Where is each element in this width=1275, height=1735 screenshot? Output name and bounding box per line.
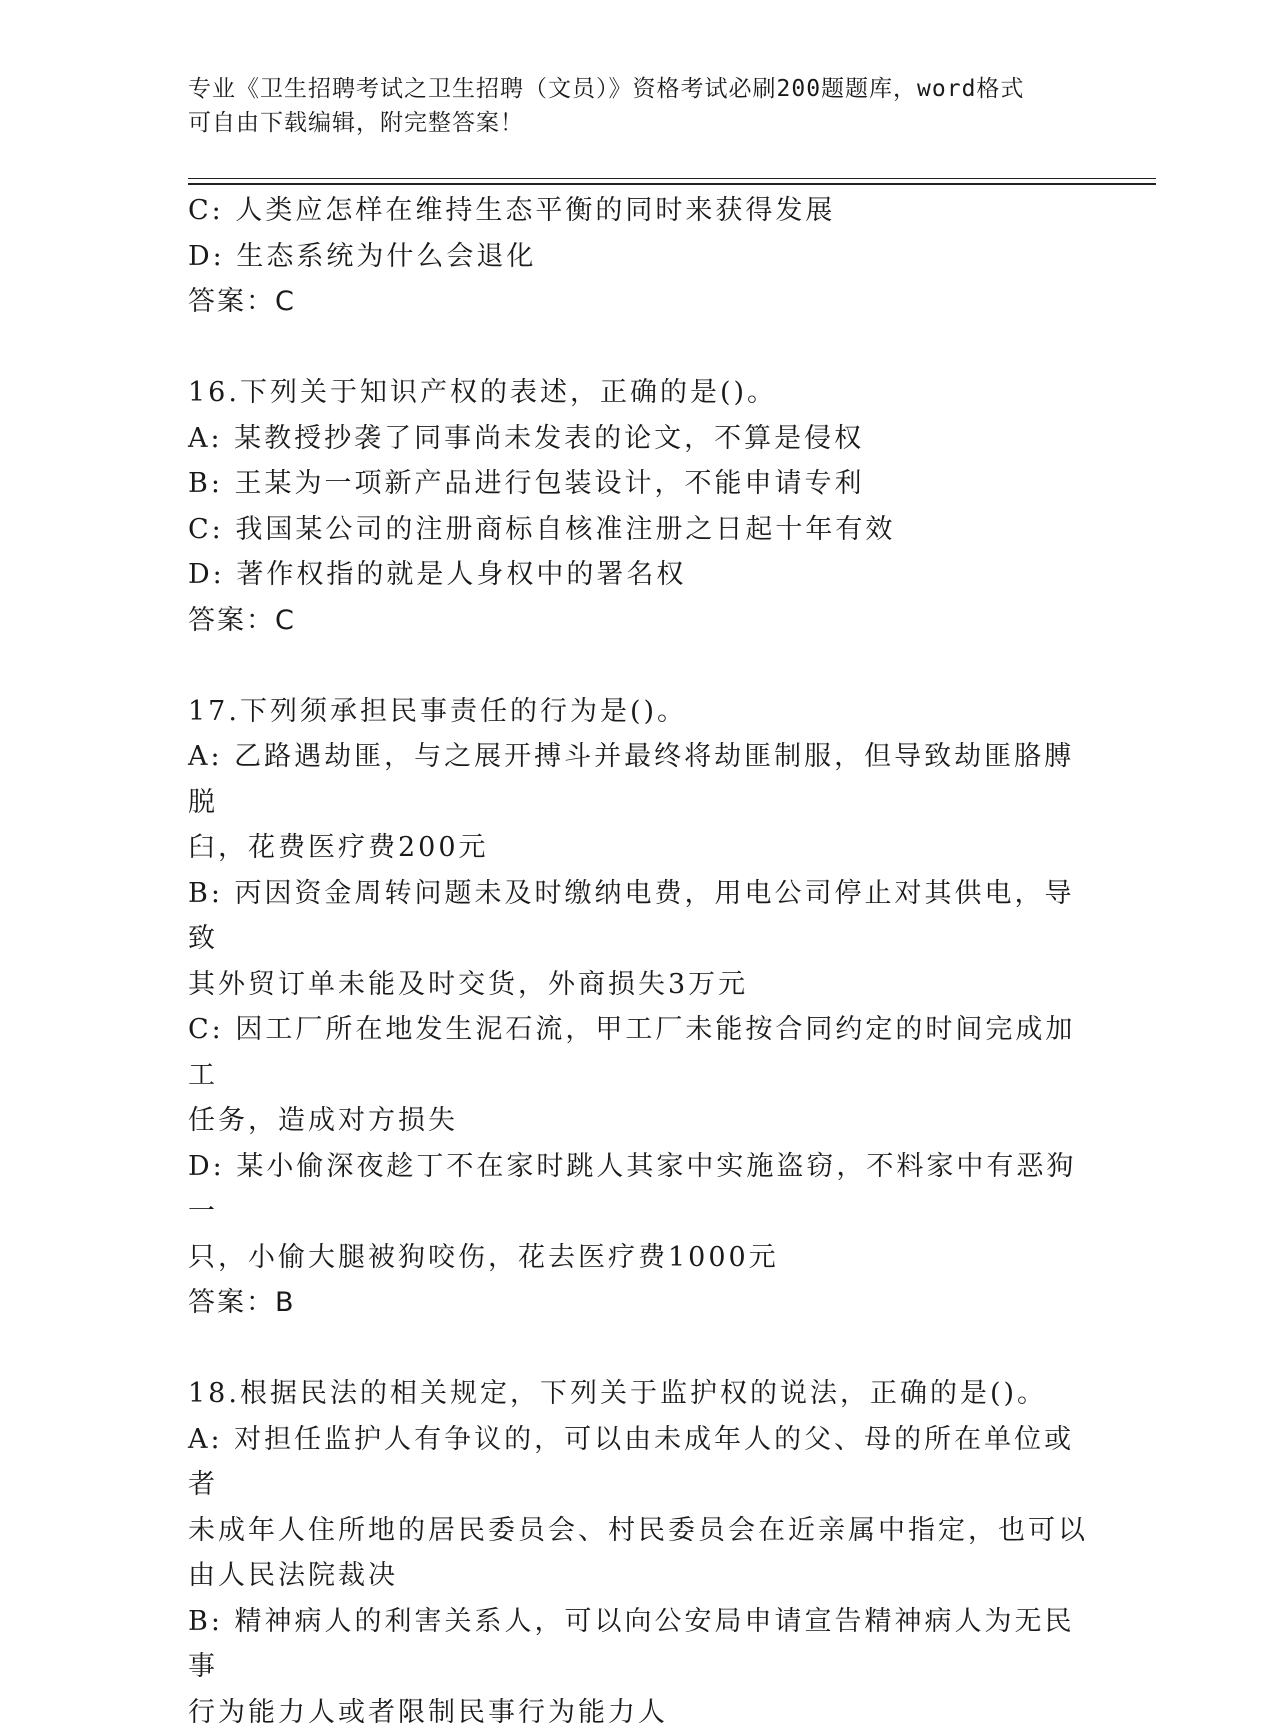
header-title-line-2: 可自由下载编辑，附完整答案！ (188, 106, 1088, 140)
option-c: C: 我国某公司的注册商标自核准注册之日起十年有效 (188, 507, 1088, 553)
option-a: A: 某教授抄袭了同事尚未发表的论文，不算是侵权 (188, 416, 1088, 462)
option-a-line-3: 由人民法院裁决 (188, 1553, 1088, 1599)
question-list (188, 188, 1088, 1735)
option-a-line-1: A: 乙路遇劫匪，与之展开搏斗并最终将劫匪制服，但导致劫匪胳膊脱 (188, 734, 1088, 825)
spacer (188, 325, 1088, 371)
question-18 (188, 1371, 1088, 1735)
option-d: D: 生态系统为什么会退化 (188, 234, 1088, 280)
option-b-line-2: 行为能力人或者限制民事行为能力人 (188, 1690, 1088, 1735)
question-16 (188, 370, 1088, 643)
spacer (188, 1326, 1088, 1372)
option-b-line-1: B: 丙因资金周转问题未及时缴纳电费，用电公司停止对其供电，导致 (188, 871, 1088, 962)
header-divider-thin (188, 178, 1156, 179)
question-text: 18.根据民法的相关规定，下列关于监护权的说法，正确的是()。 (188, 1371, 1088, 1417)
option-b: B: 王某为一项新产品进行包装设计，不能申请专利 (188, 461, 1088, 507)
question-15-continued (188, 188, 1088, 325)
spacer (188, 643, 1088, 689)
question-text: 17.下列须承担民事责任的行为是()。 (188, 689, 1088, 735)
answer-line: 答案：C (188, 279, 1088, 325)
header-divider-thick (188, 183, 1156, 185)
option-b-line-1: B: 精神病人的利害关系人，可以向公安局申请宣告精神病人为无民事 (188, 1599, 1088, 1690)
question-17 (188, 689, 1088, 1326)
document-header (188, 72, 1088, 140)
option-d: D: 著作权指的就是人身权中的署名权 (188, 552, 1088, 598)
option-c-line-1: C: 因工厂所在地发生泥石流，甲工厂未能按合同约定的时间完成加工 (188, 1007, 1088, 1098)
option-a-line-2: 臼，花费医疗费200元 (188, 825, 1088, 871)
answer-line: 答案：C (188, 598, 1088, 644)
option-a-line-2: 未成年人住所地的居民委员会、村民委员会在近亲属中指定，也可以 (188, 1508, 1088, 1554)
option-c: C: 人类应怎样在维持生态平衡的同时来获得发展 (188, 188, 1088, 234)
question-text: 16.下列关于知识产权的表述，正确的是()。 (188, 370, 1088, 416)
option-d-line-1: D: 某小偷深夜趁丁不在家时跳人其家中实施盗窃，不料家中有恶狗一 (188, 1144, 1088, 1235)
header-title-line-1: 专业《卫生招聘考试之卫生招聘（文员）》资格考试必刷200题题库，word格式 (188, 72, 1088, 106)
option-c-line-2: 任务，造成对方损失 (188, 1098, 1088, 1144)
answer-line: 答案：B (188, 1280, 1088, 1326)
option-b-line-2: 其外贸订单未能及时交货，外商损失3万元 (188, 962, 1088, 1008)
option-a-line-1: A: 对担任监护人有争议的，可以由未成年人的父、母的所在单位或者 (188, 1417, 1088, 1508)
option-d-line-2: 只，小偷大腿被狗咬伤，花去医疗费1000元 (188, 1235, 1088, 1281)
